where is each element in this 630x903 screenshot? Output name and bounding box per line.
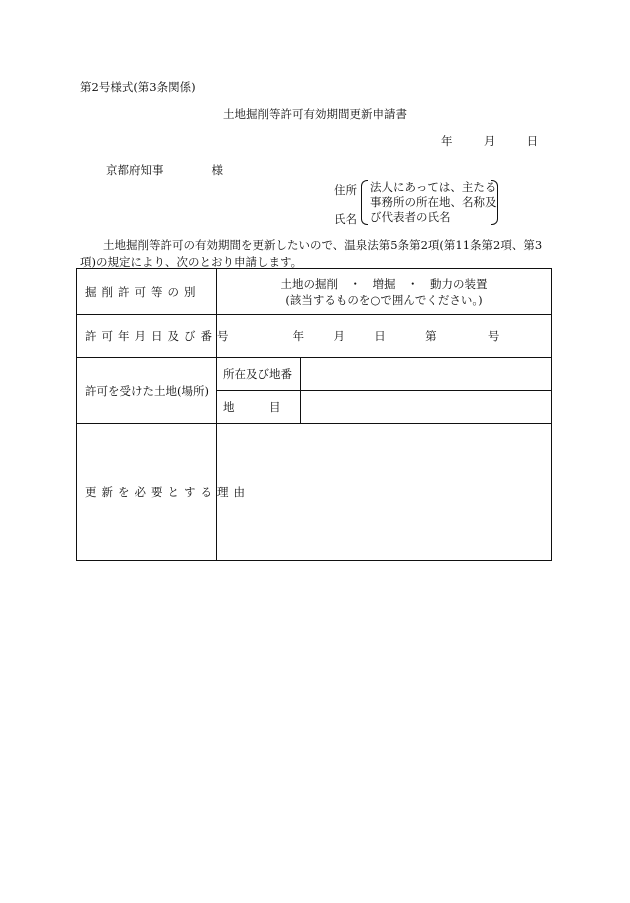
- addressee-honorific: 様: [211, 163, 223, 177]
- left-bracket: [361, 180, 368, 225]
- land-category-field[interactable]: [301, 391, 552, 424]
- addressee: [106, 162, 223, 178]
- form-number: 第2号様式(第3条関係): [80, 80, 196, 94]
- date-month-label: 月: [483, 134, 496, 148]
- permit-day-label: 日: [374, 329, 386, 343]
- application-date: [441, 133, 538, 149]
- applicant-note-line: 法人にあっては、主たる: [370, 180, 497, 194]
- applicant-note-line: び代表者の氏名: [370, 210, 451, 224]
- applicant-note-line: 事務所の所在地、名称及: [370, 195, 497, 209]
- application-table: [76, 268, 552, 561]
- permit-date-number-label: 許可年月日及び番号: [77, 315, 217, 358]
- date-day-label: 日: [526, 134, 539, 148]
- document-title: 土地掘削等許可有効期間更新申請書: [223, 107, 407, 121]
- renewal-reason-label: 更新を必要とする理由: [77, 424, 217, 561]
- renewal-reason-field[interactable]: [217, 424, 552, 561]
- permit-type-instruction: (該当するものを○で囲んでください。): [285, 292, 483, 307]
- address-label: 住所: [334, 183, 357, 197]
- table-row: [77, 315, 552, 358]
- permit-year-label: 年: [292, 329, 305, 343]
- permit-month-label: 月: [333, 329, 345, 343]
- permit-type-options: 土地の掘削 ・ 増掘 ・ 動力の装置: [280, 276, 488, 291]
- permit-type-label: 掘削許可等の別: [77, 269, 217, 315]
- date-year-label: 年: [441, 134, 453, 148]
- body-text-line: 項)の規定により、次のとおり申請します。: [80, 255, 303, 269]
- body-text-line: 土地掘削等許可の有効期間を更新したいので、温泉法第5条第2項(第11条第2項、第3: [103, 238, 543, 252]
- table-row: [77, 358, 552, 391]
- location-label: 所在及び地番: [217, 358, 301, 391]
- permitted-land-label: 許可を受けた土地(場所): [77, 358, 217, 424]
- land-category-label: 地 目: [217, 391, 301, 424]
- addressee-name: 京都府知事: [106, 163, 164, 177]
- permit-dai-label: 第: [425, 329, 437, 343]
- table-row: [77, 424, 552, 561]
- permit-type-choice[interactable]: [217, 269, 552, 315]
- table-row: [77, 269, 552, 315]
- permit-go-label: 号: [487, 329, 500, 343]
- name-label: 氏名: [334, 212, 357, 226]
- permit-date-number-field[interactable]: [217, 315, 552, 358]
- location-field[interactable]: [301, 358, 552, 391]
